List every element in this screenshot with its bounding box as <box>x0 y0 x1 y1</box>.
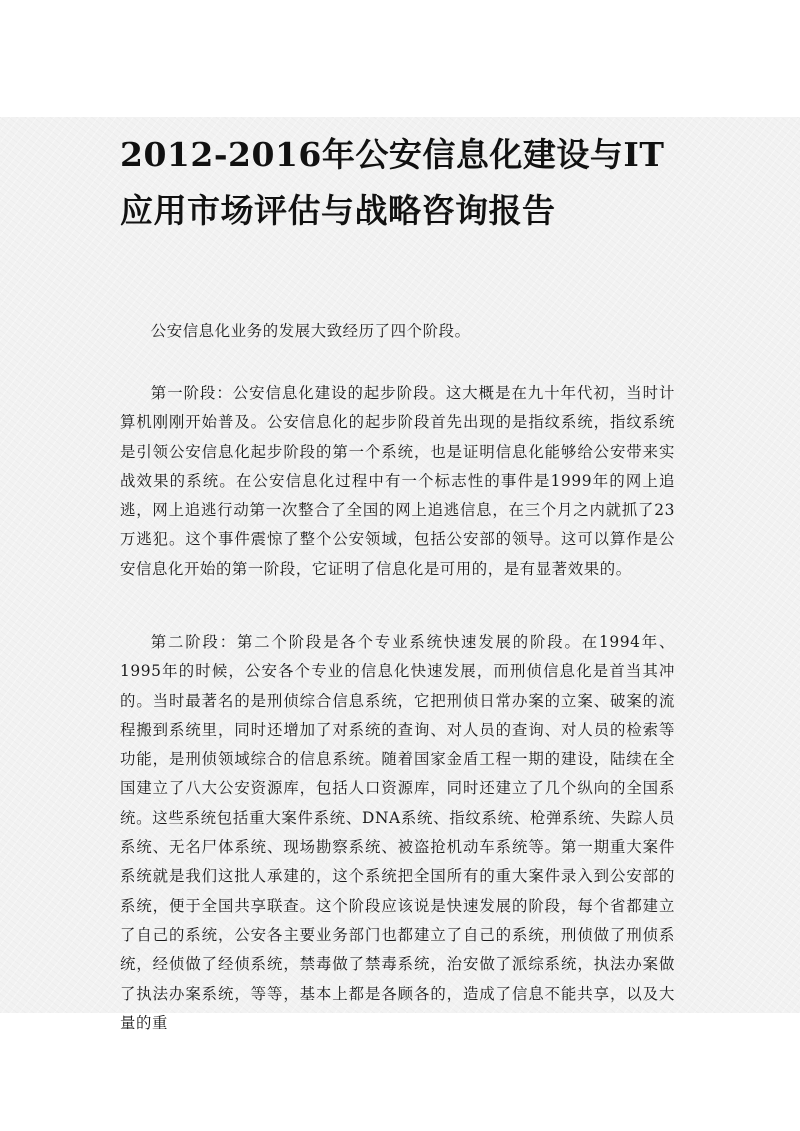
paragraph-intro: 公安信息化业务的发展大致经历了四个阶段。 <box>150 322 471 340</box>
document-title: 2012-2016年公安信息化建设与IT应用市场评估与战略咨询报告 <box>120 135 665 230</box>
document-page <box>0 117 800 1032</box>
paragraph-stage-one: 第一阶段：公安信息化建设的起步阶段。这大概是在九十年代初，当时计算机刚刚开始普及。公安信息化的起步阶段首先出现的是指纹系统，指纹系统是引领公安信息化起步阶段的第一个系统，也是证明信息化能够给公安带来实战效果的系统。在公安信息化过程中有一个标志性的事件是1999年的网上追逃，网上追逃行动第一次整合了全国的网上追逃信息，在三个月之内就抓了23万逃犯。这个事件震惊了整个公安领域，包括公安部的领导。这可以算作是公安信息化开始的第一阶段，它证明了信息化是可用的，是有显著效果的。 <box>120 384 675 578</box>
paragraph-stage-two: 第二阶段：第二个阶段是各个专业系统快速发展的阶段。在1994年、1995年的时候，公安各个专业的信息化快速发展，而刑侦信息化是首当其冲的。当时最著名的是刑侦综合信息系统，它把刑侦日常办案的立案、破案的流程搬到系统里，同时还增加了对系统的查询、对人员的查询、对人员的检索等功能，是刑侦领域综合的信息系统。随着国家金盾工程一期的建设，陆续在全国建立了八大公安资源库，包括人口资源库，同时还建立了几个纵向的全国系统。这些系统包括重大案件系统、DNA系统、指纹系统、枪弹系统、失踪人员系统、无名尸体系统、现场勘察系统、被盗抢机动车系统等。第一期重大案件系统就是我们这批人承建的，这个系统把全国所有的重大案件录入到公安部的系统，便于全国共享联查。这个阶段应该说是快速发展的阶段，每个省都建立了自己的系统，公安各主要业务部门也都建立了自己的系统，刑侦做了刑侦系统，经侦做了经侦系统，禁毒做了禁毒系统，治安做了派综系统，执法办案做了执法办案系统，等等，基本上都是各顾各的，造成了信息不能共享，以及大量的重 <box>120 633 675 1032</box>
